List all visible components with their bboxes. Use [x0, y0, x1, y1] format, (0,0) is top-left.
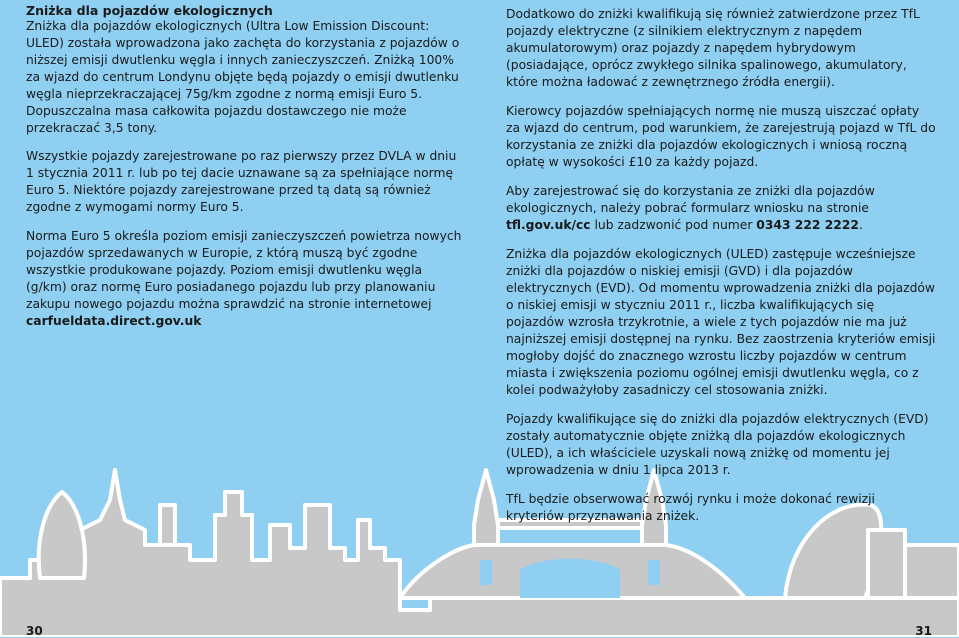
section-heading: Zniżka dla pojazdów ekologicznych [26, 3, 273, 18]
right-column [506, 0, 936, 537]
left-column [26, 0, 466, 342]
paragraph: Dodatkowo do zniżki kwalifikują się również zatwierdzone przez TfL pojazdy elektryczne (z silnikiem elektrycznym z napędem akumulatorowym) oraz pojazdy z napędem hybrydowym (posiadające, oprócz zwykłego silnika spalinowego, akumulatory, które można ładować z zewnętrznego źródła energii). [506, 7, 920, 89]
paragraph [26, 228, 466, 330]
phone-number: 0343 222 2222 [756, 218, 859, 232]
paragraph-text: Aby zarejestrować się do korzystania ze zniżki dla pojazdów ekologicznych, należy pobrać formularz wniosku na stronie [506, 184, 875, 215]
paragraph: TfL będzie obserwować rozwój rynku i może dokonać rewizji kryteriów przyznawania zniżek. [506, 492, 875, 523]
carfueldata-link[interactable]: carfueldata.direct.gov.uk [26, 314, 202, 328]
paragraph [506, 183, 936, 234]
tfl-link[interactable]: tfl.gov.uk/cc [506, 218, 591, 232]
paragraph-text: Norma Euro 5 określa poziom emisji zanieczyszczeń powietrza nowych pojazdów sprzedawanych w Europie, z którą muszą być zgodne wszystkie produkowane pojazdy. Poziom emisji dwutlenku węgla (g/km) oraz normę Euro posiadanego pojazdu lub przy planowaniu zakupu nowego pojazdu można sprawdzić na stronie internetowej [26, 229, 462, 311]
paragraph: Wszystkie pojazdy zarejestrowane po raz pierwszy przez DVLA w dniu 1 stycznia 2011 r. lub po tej dacie uznawane są za spełniające normę Euro 5. Niektóre pojazdy zarejestrowane przed tą datą są również zgodne z wymogami normy Euro 5. [26, 149, 457, 214]
paragraph: Zniżka dla pojazdów ekologicznych (Ultra Low Emission Discount: ULED) została wprowadzona jako zachęta do korzystania z pojazdów o niższej emisji dwutlenku węgla i innych zanieczyszczeń. Zniżką 100% za wjazd do centrum Londynu objęte będą pojazdy o emisji dwutlenku węgla nieprzekraczającej 75g/km zgodne z normą emisji Euro 5. Dopuszczalna masa całkowita pojazdu dostawczego nie może przekraczać 3,5 tony. [26, 19, 460, 135]
page-number-right: 31 [915, 624, 932, 638]
paragraph-text: lub zadzwonić pod numer [590, 218, 757, 232]
page-number-left: 30 [26, 624, 43, 638]
paragraph: Kierowcy pojazdów spełniających normę nie muszą uiszczać opłaty za wjazd do centrum, pod warunkiem, że zarejestrują pojazd w TfL do korzystania ze zniżki dla pojazdów ekologicznych i wniosą roczną opłatę w wysokości £10 za każdy pojazd. [506, 104, 936, 169]
paragraph: Pojazdy kwalifikujące się do zniżki dla pojazdów elektrycznych (EVD) zostały automatycznie objęte zniżką dla pojazdów ekologicznych (ULED), a ich właściciele uzyskali nową zniżkę od momentu jej wprowadzenia w dniu 1 lipca 2013 r. [506, 412, 929, 477]
paragraph-text: . [858, 218, 863, 232]
paragraph: Zniżka dla pojazdów ekologicznych (ULED) zastępuje wcześniejsze zniżki dla pojazdów o niskiej emisji (GVD) i dla pojazdów elektrycznych (EVD). Od momentu wprowadzenia zniżki dla pojazdów o niskiej emisji w styczniu 2011 r., liczba kwalifikujących się pojazdów wzrosła trzykrotnie, a wiele z tych pojazdów nie ma już najniższej emisji dostępnej na rynku. Bez zaostrzenia kryteriów emisji mogłoby dojść do znacznego wzrostu liczby pojazdów w centrum miasta i zwiększenia poziomu ogólnej emisji dwutlenku węgla, co z kolei podważyłoby zasadniczy cel stosowania zniżki. [506, 247, 936, 397]
